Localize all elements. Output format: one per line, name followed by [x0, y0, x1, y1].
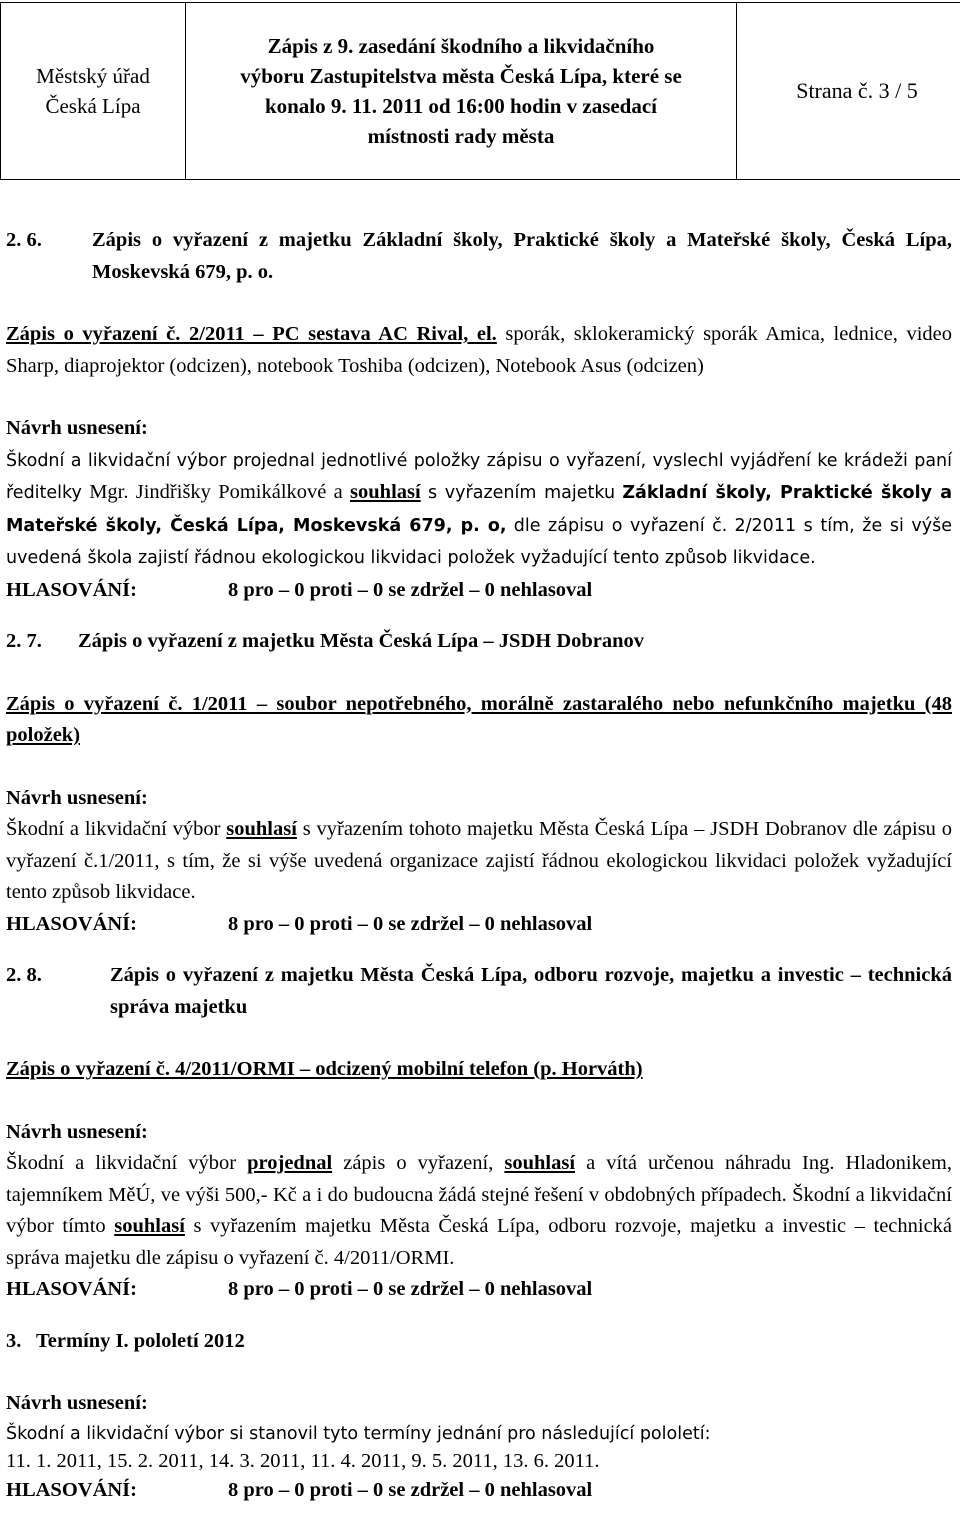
agree-keyword: souhlasí [504, 1152, 576, 1174]
voting-result: HLASOVÁNÍ: 8 pro – 0 proti – 0 se zdržel – 0 nehlasoval [6, 912, 593, 935]
voting-result: HLASOVÁNÍ: 8 pro – 0 proti – 0 se zdržel – 0 nehlasoval [6, 1478, 593, 1501]
agree-keyword: souhlasí [350, 481, 421, 503]
section-2-6-resolution: Škodní a likvidační výbor projednal jednotlivé položky zápisu o vyřazení, vyslechl vyjádření ke krádeži paní ředitelky Mgr. Jindřišky Pomikálkové a souhlasí s vyřazením majetku Základní školy, Praktické školy a Mateřské školy, Česká Lípa, Moskevská 679, p. o, dle zápisu o vyřazení č. 2/2011 s tím, že si výše uvedená škola zajistí řádnou ekologickou likvidaci položek vyžadující tento způsob likvidace. [6, 450, 953, 568]
section-3-text: Škodní a likvidační výbor si stanovil tyto termíny jednání pro následující pololetí: [6, 1423, 711, 1444]
section-3-dates: 11. 1. 2011, 15. 2. 2011, 14. 3. 2011, 11. 4. 2011, 9. 5. 2011, 13. 6. 2011. [6, 1449, 600, 1472]
proposal-heading: Návrh usnesení: [6, 1392, 148, 1414]
page-header [0, 2, 960, 180]
section-2-8-heading: 2. 8. Zápis o vyřazení z majetku Města Česká Lípa, odboru rozvoje, majetku a investic – technická správa majetku [6, 964, 952, 1018]
header-title [186, 3, 737, 180]
document-body [6, 225, 952, 1506]
section-2-7-resolution: Škodní a likvidační výbor souhlasí s vyřazením tohoto majetku Města Česká Lípa – JSDH Dobranov dle zápisu o vyřazení č.1/2011, s tím, že si výše uvedená organizace zajistí řádnou ekologickou likvidaci položek vyžadující tento způsob likvidace. [6, 818, 952, 903]
title-line-2: výboru Zastupitelstva města Česká Lípa, které se [240, 64, 682, 88]
section-2-8-resolution: Škodní a likvidační výbor projednal zápis o vyřazení, souhlasí a vítá určenou náhradu Ing. Hladonikem, tajemníkem MěÚ, ve výši 500,- Kč a i do budoucna žádá stejné řešení v obdobných případech. Škodní a likvidační výbor tímto souhlasí s vyřazením majetku Města Česká Lípa, odboru rozvoje, majetku a investic – technická správa majetku dle zápisu o vyřazení č. 4/2011/ORMI. [6, 1152, 953, 1269]
title-line-3: konalo 9. 11. 2011 od 16:00 hodin v zasedací [264, 94, 658, 118]
proposal-heading: Návrh usnesení: [6, 786, 148, 809]
section-2-6-record [6, 319, 952, 382]
section-2-7-record: Zápis o vyřazení č. 1/2011 – soubor nepotřebného, morálně zastaralého nebo nefunkčního majetku (48 položek) [6, 692, 952, 746]
section-2-7-heading: 2. 7. Zápis o vyřazení z majetku Města Česká Lípa – JSDH Dobranov [6, 630, 645, 652]
record-title: Zápis o vyřazení č. 2/2011 – PC sestava AC Rival, el. [6, 323, 497, 345]
office-line-1: Městský úřad [36, 64, 150, 88]
agree-keyword: souhlasí [226, 818, 297, 840]
section-2-8-record: Zápis o vyřazení č. 4/2011/ORMI – odcizený mobilní telefon (p. Horváth) [6, 1058, 643, 1080]
voting-result: HLASOVÁNÍ: 8 pro – 0 proti – 0 se zdržel – 0 nehlasoval [6, 578, 593, 601]
record-detail: sporák, sklokeramický sporák Amica, lednice, video Sharp, diaprojektor (odcizen), notebook Toshiba (odcizen), Notebook Asus (odcizen) [6, 323, 953, 377]
section-3-heading: 3. Termíny I. pololetí 2012 [6, 1329, 245, 1352]
proposal-heading: Návrh usnesení: [6, 417, 148, 439]
section-title: Zápis o vyřazení z majetku Základní školy, Praktické školy a Mateřské školy, Česká Lípa, Moskevská 679, p. o. [92, 229, 952, 283]
title-line-1: Zápis z 9. zasedání škodního a likvidačního [267, 34, 655, 58]
school-name: Základní školy, Praktické školy a Mateřské školy, Česká Lípa, Moskevská 679, p. o, [6, 483, 953, 536]
proposal-heading: Návrh usnesení: [6, 1120, 148, 1143]
page-number: Strana č. 3 / 5 [737, 3, 960, 180]
office-line-2: Česká Lípa [45, 94, 141, 118]
section-number: 2. 6. [6, 229, 42, 251]
title-line-4: místnosti rady města [367, 124, 555, 148]
voting-result: HLASOVÁNÍ: 8 pro – 0 proti – 0 se zdržel – 0 nehlasoval [6, 1278, 593, 1300]
header-office [1, 3, 186, 180]
section-2-6-heading [6, 225, 952, 288]
discussed-keyword: projednal [247, 1152, 333, 1174]
agree-keyword: souhlasí [114, 1215, 185, 1237]
